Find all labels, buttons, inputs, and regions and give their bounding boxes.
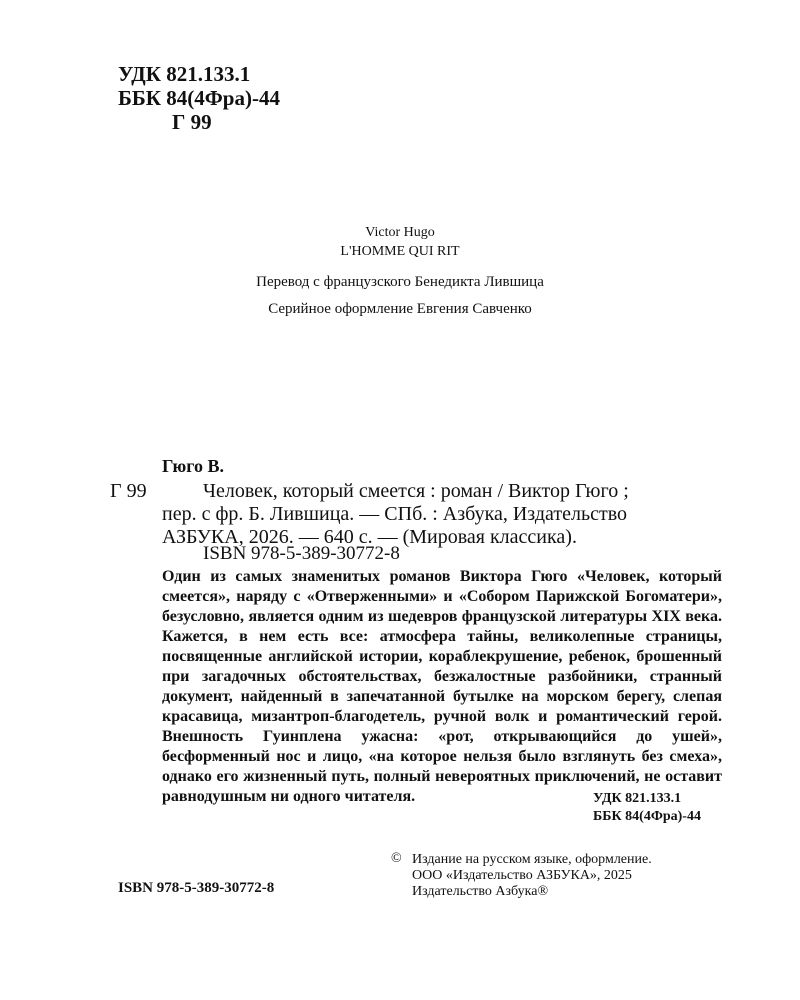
entry-line-3: АЗБУКА, 2026. — 640 с. — (Мировая классика). <box>162 526 577 548</box>
design-credit: Серийное оформление Евгения Савченко <box>268 301 532 317</box>
annotation: Один из самых знаменитых романов Виктора Гюго «Человек, который смеется», наряду с «Отверженными» и «Собором Парижской Богоматери», безусловно, является одним из шедевров французской литературы XIX века. Кажется, в нем есть все: атмосфера тайны, великолепные страницы, посвященные английской истории, кораблекрушение, ребенок, брошенный при загадочных обстоятельствах, безжалостные разбойники, странный документ, найденный в запечатанной бутылке на морском берегу, слепая красавица, мизантроп-благодетель, ручной волк и романтический герой. Внешность Гуинплена ужасна: «рот, открывающийся до ушей», бесформенный нос и лицо, «на которое нельзя было взглянуть без смеха», однако его жизненный путь, полный невероятных приключений, не оставит равнодушным ни одного читателя. <box>162 568 722 805</box>
footer-isbn: ISBN 978-5-389-30772-8 <box>118 880 275 896</box>
entry-isbn: ISBN 978-5-389-30772-8 <box>203 543 400 564</box>
entry-heading: Гюго В. <box>162 456 225 476</box>
original-author: Victor Hugo <box>365 225 435 240</box>
translation-credit: Перевод с французского Бенедикта Лившица <box>256 274 544 290</box>
entry-bbk: ББК 84(4Фра)-44 <box>593 809 701 824</box>
copyright-line-2: ООО «Издательство АЗБУКА», 2025 <box>412 868 632 883</box>
udk-code: УДК 821.133.1 <box>118 62 251 86</box>
entry-line-1: Человек, который смеется : роман / Виктор Гюго ; <box>203 480 629 502</box>
author-mark: Г 99 <box>172 110 212 134</box>
entry-line-2: пер. с фр. Б. Лившица. — СПб. : Азбука, Издательство <box>162 503 628 525</box>
original-title: L'HOMME QUI RIT <box>340 244 460 259</box>
copyright-line-1: Издание на русском языке, оформление. <box>412 852 652 867</box>
bbk-code: ББК 84(4Фра)-44 <box>118 86 280 110</box>
entry-mark: Г 99 <box>110 480 147 502</box>
copyright-line-3: Издательство Азбука® <box>412 884 549 899</box>
copyright-symbol: © <box>391 851 402 866</box>
entry-udk: УДК 821.133.1 <box>593 791 682 806</box>
